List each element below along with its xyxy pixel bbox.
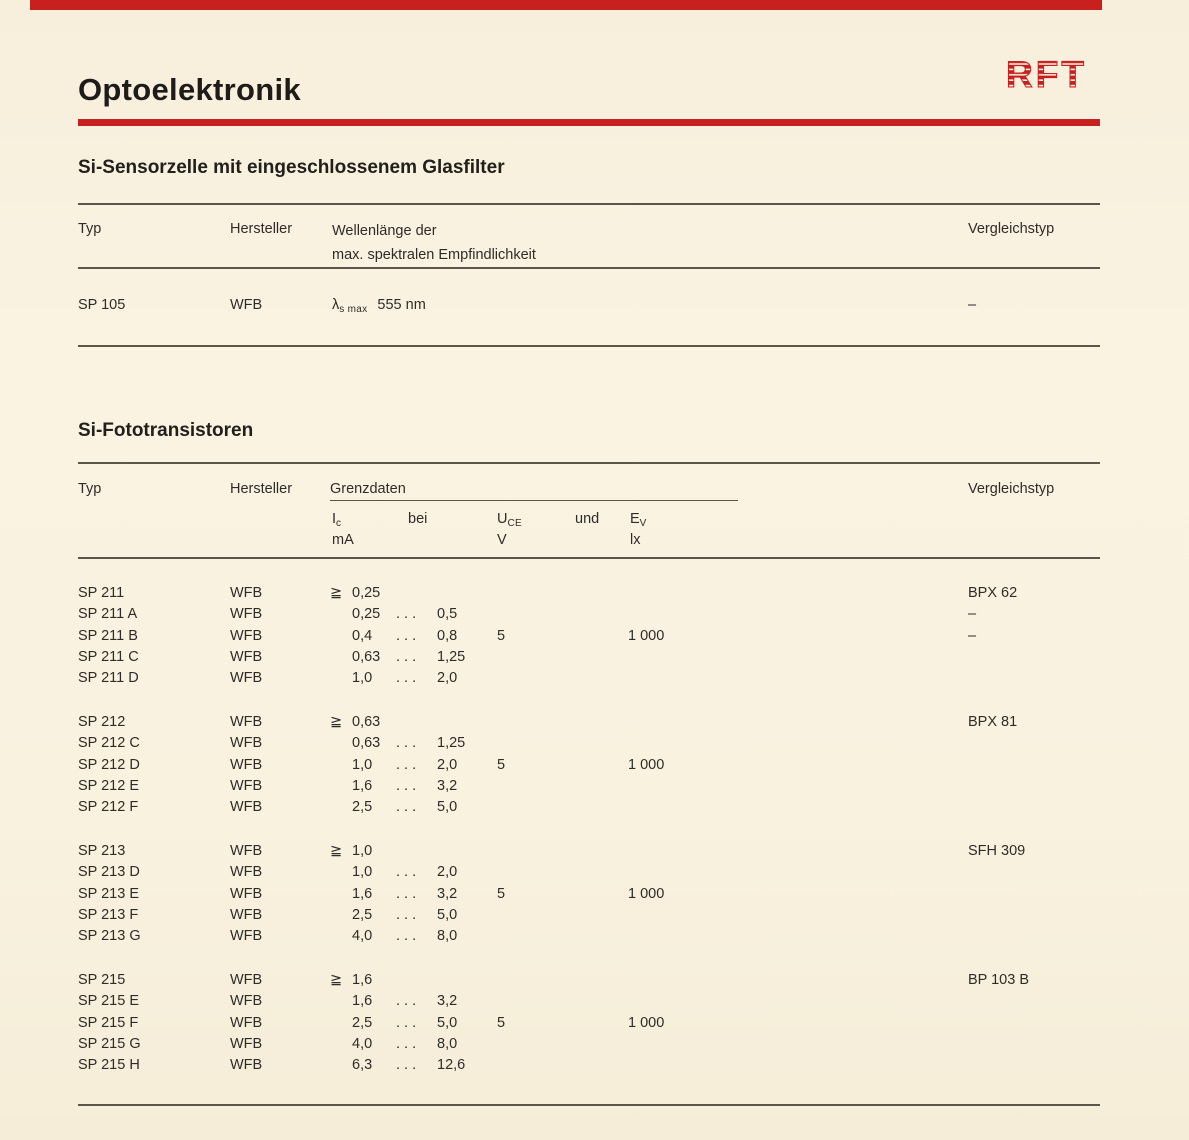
cell-hersteller: WFB bbox=[230, 928, 263, 945]
cell-ic-dots: . . . bbox=[396, 735, 417, 752]
cell-uce: 5 bbox=[497, 885, 506, 902]
ic-base: I bbox=[332, 511, 337, 527]
cell-ic-min: 0,4 bbox=[352, 627, 373, 644]
table-row bbox=[0, 926, 1189, 947]
table1-header-typ: Typ bbox=[78, 221, 102, 237]
cell-typ: SP 215 H bbox=[78, 1057, 140, 1074]
cell-limit-symbol: ≧ bbox=[330, 971, 343, 988]
cell-vergleichstyp: BPX 81 bbox=[968, 713, 1018, 730]
lambda-subscript: s max bbox=[339, 304, 368, 315]
lambda-symbol: λ bbox=[332, 297, 340, 313]
cell-ic-min: 4,0 bbox=[352, 928, 373, 945]
table1-header-wellenlaenge-line1: Wellenlänge der bbox=[332, 223, 437, 239]
section-heading-sensorzelle: Si-Sensorzelle mit eingeschlossenem Glasfilter bbox=[78, 157, 505, 178]
cell-ic-max: 8,0 bbox=[437, 928, 458, 945]
cell-hersteller: WFB bbox=[230, 1057, 263, 1074]
subheader-und: und bbox=[575, 511, 600, 527]
row-group bbox=[0, 583, 1189, 689]
cell-ic-max: 3,2 bbox=[437, 993, 458, 1010]
cell-ic-max: 2,0 bbox=[437, 864, 458, 881]
cell-ic-dots: . . . bbox=[396, 627, 417, 644]
cell-ic-max: 5,0 bbox=[437, 906, 458, 923]
cell-ic-max: 2,0 bbox=[437, 670, 458, 687]
cell-vergleichstyp: SFH 309 bbox=[968, 842, 1026, 859]
cell-hersteller: WFB bbox=[230, 971, 263, 988]
cell-hersteller: WFB bbox=[230, 993, 263, 1010]
cell-ic-dots: . . . bbox=[396, 864, 417, 881]
cell-ic-dots: . . . bbox=[396, 606, 417, 623]
cell-ic-min: 0,63 bbox=[352, 648, 381, 665]
cell-ic-dots: . . . bbox=[396, 1057, 417, 1074]
title-red-rule bbox=[78, 119, 1100, 126]
cell-hersteller: WFB bbox=[230, 1014, 263, 1031]
table-row bbox=[0, 712, 1189, 733]
page-title: Optoelektronik bbox=[78, 72, 301, 107]
cell-typ: SP 213 D bbox=[78, 864, 140, 881]
cell-ic-min: 1,6 bbox=[352, 885, 373, 902]
table-row bbox=[0, 991, 1189, 1012]
ev-base: E bbox=[630, 511, 640, 527]
table-row bbox=[0, 1034, 1189, 1055]
table1-cell-wellenlaenge bbox=[332, 295, 426, 320]
cell-typ: SP 212 bbox=[78, 713, 126, 730]
cell-hersteller: WFB bbox=[230, 627, 263, 644]
table-row bbox=[0, 647, 1189, 668]
cell-ic-min: 0,25 bbox=[352, 606, 381, 623]
grenzdaten-underline bbox=[330, 500, 738, 501]
table-row bbox=[0, 626, 1189, 647]
cell-ic-dots: . . . bbox=[396, 906, 417, 923]
cell-ic-max: 8,0 bbox=[437, 1035, 458, 1052]
ic-sub: c bbox=[336, 518, 342, 529]
cell-ic-min: 1,6 bbox=[352, 777, 373, 794]
cell-ic-dots: . . . bbox=[396, 648, 417, 665]
cell-typ: SP 211 A bbox=[78, 606, 138, 623]
cell-ic-min: 1,0 bbox=[352, 842, 373, 859]
table-row bbox=[0, 884, 1189, 905]
cell-limit-symbol: ≧ bbox=[330, 585, 343, 601]
cell-uce: 5 bbox=[497, 1014, 506, 1031]
table1-cell-typ: SP 105 bbox=[78, 297, 126, 313]
cell-typ: SP 213 bbox=[78, 842, 126, 859]
cell-vergleichstyp: BPX 62 bbox=[968, 585, 1018, 601]
cell-ic-max: 0,5 bbox=[437, 606, 458, 623]
cell-ic-min: 1,0 bbox=[352, 756, 373, 773]
table-row bbox=[0, 755, 1189, 776]
cell-typ: SP 212 F bbox=[78, 799, 139, 816]
cell-typ: SP 213 F bbox=[78, 906, 139, 923]
cell-typ: SP 212 D bbox=[78, 756, 140, 773]
cell-hersteller: WFB bbox=[230, 713, 263, 730]
row-group bbox=[0, 970, 1189, 1076]
table-row bbox=[0, 1055, 1189, 1076]
cell-ic-min: 0,63 bbox=[352, 713, 381, 730]
top-red-bar bbox=[30, 0, 1102, 10]
cell-ic-max: 12,6 bbox=[437, 1057, 466, 1074]
cell-vergleichstyp: – bbox=[968, 627, 977, 644]
cell-hersteller: WFB bbox=[230, 906, 263, 923]
cell-hersteller: WFB bbox=[230, 842, 263, 859]
cell-ic-max: 1,25 bbox=[437, 735, 466, 752]
cell-typ: SP 211 C bbox=[78, 648, 139, 665]
table-row bbox=[0, 862, 1189, 883]
cell-typ: SP 213 G bbox=[78, 928, 141, 945]
table1-cell-hersteller: WFB bbox=[230, 297, 263, 313]
cell-ic-min: 1,6 bbox=[352, 993, 373, 1010]
table1-bottom-rule bbox=[78, 345, 1100, 347]
cell-ic-min: 6,3 bbox=[352, 1057, 373, 1074]
table1-header-wellenlaenge-line2: max. spektralen Empfindlichkeit bbox=[332, 247, 536, 263]
cell-limit-symbol: ≧ bbox=[330, 842, 343, 859]
cell-ic-min: 0,63 bbox=[352, 735, 381, 752]
cell-hersteller: WFB bbox=[230, 799, 263, 816]
cell-ic-dots: . . . bbox=[396, 1014, 417, 1031]
cell-ic-max: 3,2 bbox=[437, 777, 458, 794]
cell-typ: SP 213 E bbox=[78, 885, 140, 902]
table2-header-typ: Typ bbox=[78, 481, 102, 497]
cell-hersteller: WFB bbox=[230, 756, 263, 773]
table-row bbox=[0, 776, 1189, 797]
cell-hersteller: WFB bbox=[230, 1035, 263, 1052]
uce-sub: CE bbox=[507, 518, 522, 529]
cell-vergleichstyp: – bbox=[968, 606, 977, 623]
cell-ic-max: 0,8 bbox=[437, 627, 458, 644]
table-row bbox=[0, 583, 1189, 604]
table-row bbox=[0, 797, 1189, 818]
table2-header-hersteller: Hersteller bbox=[230, 481, 293, 497]
table-row bbox=[0, 604, 1189, 625]
cell-ic-dots: . . . bbox=[396, 885, 417, 902]
fototransistoren-rows bbox=[0, 583, 1189, 1099]
cell-ic-max: 2,0 bbox=[437, 756, 458, 773]
cell-typ: SP 212 C bbox=[78, 735, 140, 752]
table2-top-rule bbox=[78, 462, 1100, 464]
cell-uce: 5 bbox=[497, 627, 506, 644]
cell-ic-dots: . . . bbox=[396, 756, 417, 773]
cell-ev: 1 000 bbox=[628, 756, 665, 773]
cell-ic-dots: . . . bbox=[396, 928, 417, 945]
table2-header-vergleichstyp: Vergleichstyp bbox=[968, 481, 1055, 497]
cell-typ: SP 211 bbox=[78, 585, 125, 601]
cell-hersteller: WFB bbox=[230, 864, 263, 881]
cell-hersteller: WFB bbox=[230, 670, 263, 687]
cell-ic-min: 4,0 bbox=[352, 1035, 373, 1052]
table1-cell-vergleichstyp: – bbox=[968, 297, 977, 313]
subheader-unit-lx: lx bbox=[630, 532, 641, 548]
table-row bbox=[0, 905, 1189, 926]
cell-hersteller: WFB bbox=[230, 606, 263, 623]
cell-vergleichstyp: BP 103 B bbox=[968, 971, 1030, 988]
table1-header-hersteller: Hersteller bbox=[230, 221, 293, 237]
cell-limit-symbol: ≧ bbox=[330, 713, 343, 730]
cell-ev: 1 000 bbox=[628, 885, 665, 902]
cell-ic-dots: . . . bbox=[396, 777, 417, 794]
cell-hersteller: WFB bbox=[230, 585, 263, 601]
cell-ic-max: 5,0 bbox=[437, 1014, 458, 1031]
cell-ev: 1 000 bbox=[628, 1014, 665, 1031]
cell-typ: SP 215 F bbox=[78, 1014, 139, 1031]
section-heading-fototransistoren: Si-Fototransistoren bbox=[78, 420, 254, 441]
row-group bbox=[0, 841, 1189, 947]
cell-typ: SP 211 B bbox=[78, 627, 138, 644]
cell-ic-min: 1,6 bbox=[352, 971, 373, 988]
cell-ic-min: 0,25 bbox=[352, 585, 381, 601]
table1-header-vergleichstyp: Vergleichstyp bbox=[968, 221, 1055, 237]
cell-ic-min: 2,5 bbox=[352, 906, 373, 923]
subheader-unit-v: V bbox=[497, 532, 507, 548]
cell-ic-dots: . . . bbox=[396, 799, 417, 816]
cell-hersteller: WFB bbox=[230, 885, 263, 902]
cell-uce: 5 bbox=[497, 756, 506, 773]
cell-ic-min: 1,0 bbox=[352, 864, 373, 881]
uce-base: U bbox=[497, 511, 508, 527]
table2-header-grenzdaten: Grenzdaten bbox=[330, 481, 406, 497]
table-row bbox=[0, 1013, 1189, 1034]
cell-hersteller: WFB bbox=[230, 777, 263, 794]
cell-typ: SP 215 bbox=[78, 971, 126, 988]
cell-ev: 1 000 bbox=[628, 627, 665, 644]
table-row bbox=[0, 668, 1189, 689]
ev-sub: V bbox=[639, 518, 647, 529]
table-row bbox=[0, 733, 1189, 754]
cell-ic-min: 1,0 bbox=[352, 670, 373, 687]
cell-ic-dots: . . . bbox=[396, 993, 417, 1010]
table1-header-wellenlaenge bbox=[332, 219, 536, 267]
table-row bbox=[0, 841, 1189, 862]
cell-typ: SP 215 E bbox=[78, 993, 140, 1010]
rft-logo bbox=[1004, 54, 1104, 101]
subheader-unit-ma: mA bbox=[332, 532, 354, 548]
table2-header-rule bbox=[78, 557, 1100, 559]
table-row bbox=[0, 970, 1189, 991]
cell-typ: SP 215 G bbox=[78, 1035, 141, 1052]
row-group bbox=[0, 712, 1189, 818]
cell-ic-max: 5,0 bbox=[437, 799, 458, 816]
rft-logo-text: RFT bbox=[1006, 54, 1087, 95]
rft-logo-graphic bbox=[1004, 54, 1104, 96]
cell-ic-dots: . . . bbox=[396, 1035, 417, 1052]
cell-hersteller: WFB bbox=[230, 648, 263, 665]
cell-ic-min: 2,5 bbox=[352, 1014, 373, 1031]
cell-ic-min: 2,5 bbox=[352, 799, 373, 816]
subheader-bei: bei bbox=[408, 511, 428, 527]
cell-ic-max: 3,2 bbox=[437, 885, 458, 902]
cell-ic-dots: . . . bbox=[396, 670, 417, 687]
table1-header-rule bbox=[78, 267, 1100, 269]
cell-hersteller: WFB bbox=[230, 735, 263, 752]
cell-typ: SP 211 D bbox=[78, 670, 139, 687]
table1-top-rule bbox=[78, 203, 1100, 205]
table2-bottom-rule bbox=[78, 1104, 1100, 1106]
cell-typ: SP 212 E bbox=[78, 777, 140, 794]
lambda-value: 555 nm bbox=[377, 297, 426, 313]
cell-ic-max: 1,25 bbox=[437, 648, 466, 665]
